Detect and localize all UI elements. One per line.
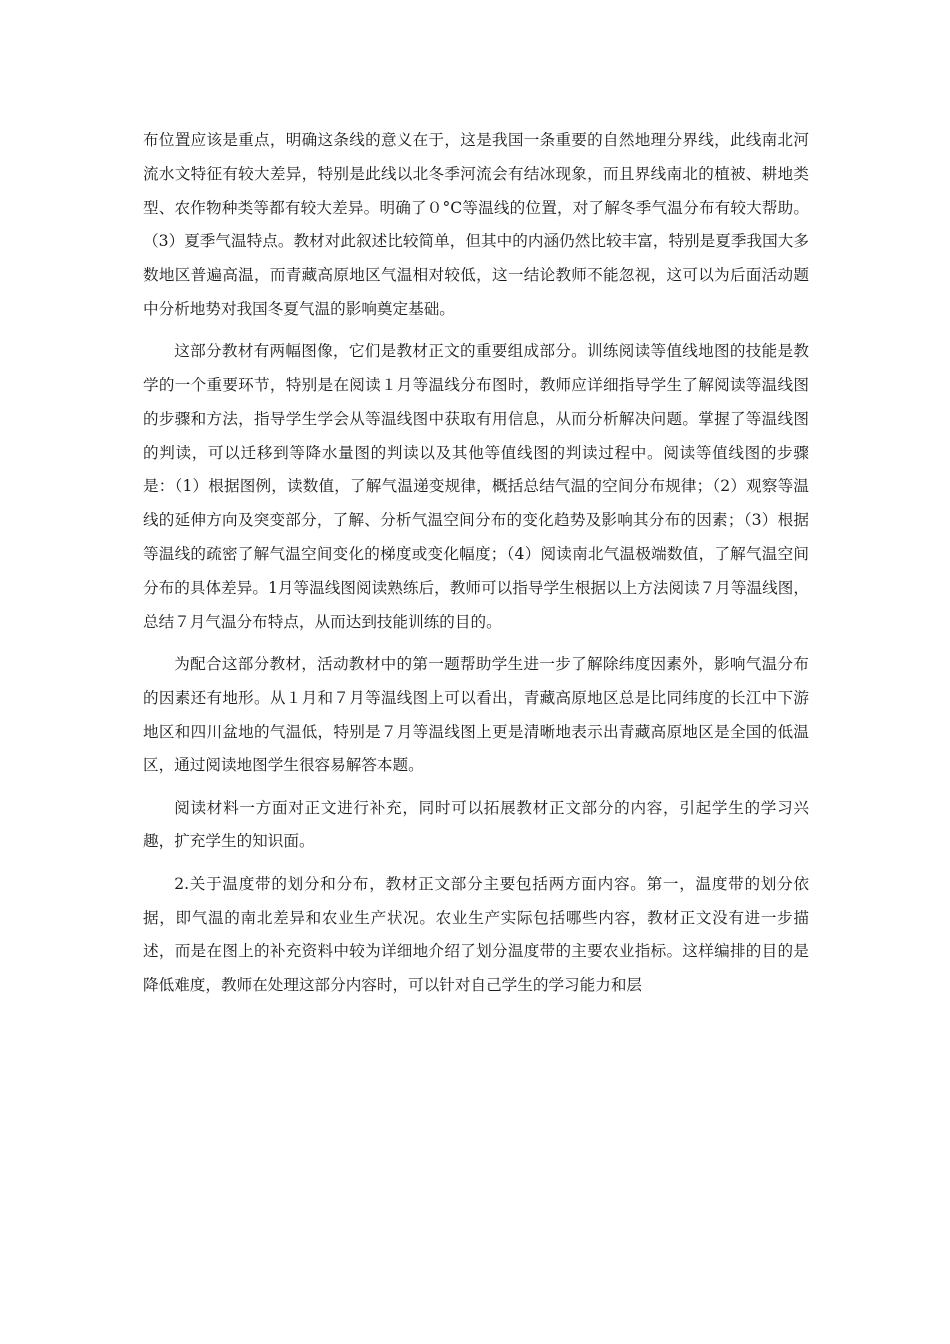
paragraph-2: 这部分教材有两幅图像，它们是教材正文的重要组成部分。训练阅读等值线地图的技能是教学的一个重要环节，特别是在阅读１月等温线分布图时，教师应详细指导学生了解阅读等温线图的步骤和方法，指导学生学会从等温线图中获取有用信息，从而分析解决问题。掌握了等温线图的判读，可以迁移到等降水量图的判读以及其他等值线图的判读过程中。阅读等值线图的步骤是：（1）根据图例，读数值，了解气温递变规律，概括总结气温的空间分布规律；（2）观察等温线的延伸方向及突变部分，了解、分析气温空间分布的变化趋势及影响其分布的因素；（3）根据等温线的疏密了解气温空间变化的梯度或变化幅度；（4）阅读南北气温极端数值，了解气温空间分布的具体差异。1月等温线图阅读熟练后，教师可以指导学生根据以上方法阅读７月等温线图，总结７月气温分布特点，从而达到技能训练的目的。 bbox=[143, 342, 809, 631]
paragraph-3: 为配合这部分教材，活动教材中的第一题帮助学生进一步了解除纬度因素外，影响气温分布的因素还有地形。从１月和７月等温线图上可以看出，青藏高原地区总是比同纬度的长江中下游地区和四川盆地的气温低，特别是７月等温线图上更是清晰地表示出青藏高原地区是全国的低温区，通过阅读地图学生很容易解答本题。 bbox=[143, 654, 809, 775]
paragraph-4: 阅读材料一方面对正文进行补充，同时可以拓展教材正文部分的内容，引起学生的学习兴趣，扩充学生的知识面。 bbox=[143, 798, 809, 851]
document-body bbox=[143, 124, 809, 1011]
paragraph-1: 布位置应该是重点，明确这条线的意义在于，这是我国一条重要的自然地理分界线，此线南北河流水文特征有较大差异，特别是此线以北冬季河流会有结冰现象，而且界线南北的植被、耕地类型、农作物种类等都有较大差异。明确了０°C等温线的位置，对了解冬季气温分布有较大帮助。（3）夏季气温特点。教材对此叙述比较简单，但其中的内涵仍然比较丰富，特别是夏季我国大多数地区普遍高温，而青藏高原地区气温相对较低，这一结论教师不能忽视，这可以为后面活动题中分析地势对我国冬夏气温的影响奠定基础。 bbox=[143, 131, 809, 318]
paragraph-5: 2.关于温度带的划分和分布，教材正文部分主要包括两方面内容。第一，温度带的划分依据，即气温的南北差异和农业生产状况。农业生产实际包括哪些内容，教材正文没有进一步描述，而是在图上的补充资料中较为详细地介绍了划分温度带的主要农业指标。这样编排的目的是降低难度，教师在处理这部分内容时，可以针对自己学生的学习能力和层 bbox=[143, 874, 809, 995]
